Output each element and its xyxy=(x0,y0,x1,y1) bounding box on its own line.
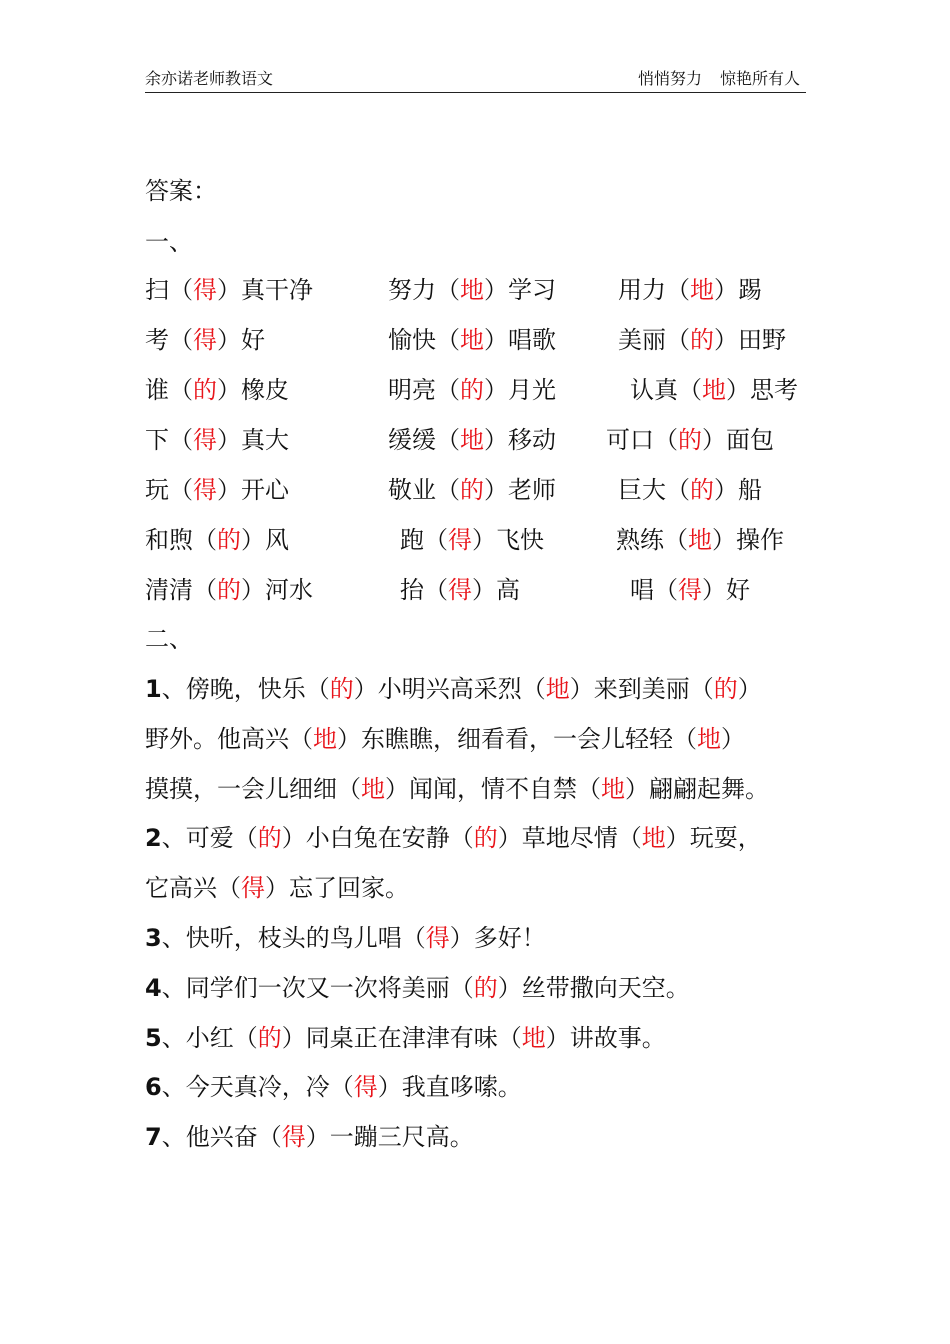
section-two-heading: 二、 xyxy=(145,625,193,653)
phrase: 谁（的）橡皮 xyxy=(145,376,289,404)
section-one-heading: 一、 xyxy=(145,228,193,256)
phrase: 跑（得）飞快 xyxy=(400,526,544,554)
phrase: 下（得）真大 xyxy=(145,426,289,454)
phrase: 努力（地）学习 xyxy=(388,276,556,304)
phrase: 熟练（地）操作 xyxy=(616,526,784,554)
phrase: 敬业（的）老师 xyxy=(388,476,556,504)
header-left-text: 余亦诺老师教语文 xyxy=(145,69,274,88)
phrase: 可口（的）面包 xyxy=(606,426,774,454)
phrase: 认真（地）思考 xyxy=(630,376,798,404)
phrase: 考（得）好 xyxy=(145,326,265,354)
phrase: 巨大（的）船 xyxy=(618,476,762,504)
phrase: 美丽（的）田野 xyxy=(618,326,786,354)
phrase: 愉快（地）唱歌 xyxy=(388,326,556,354)
phrase: 唱（得）好 xyxy=(630,576,750,604)
sentence-4: 4、同学们一次又一次将美丽（的）丝带撒向天空。 xyxy=(145,974,690,1002)
phrase: 抬（得）高 xyxy=(400,576,520,604)
page-header xyxy=(145,66,806,93)
phrase: 和煦（的）风 xyxy=(145,526,289,554)
sentence-7: 7、他兴奋（得）一蹦三尺高。 xyxy=(145,1123,474,1151)
sentence-1-line-2: 野外。他高兴（地）东瞧瞧，细看看，一会儿轻轻（地） xyxy=(145,725,745,753)
sentence-6: 6、今天真冷，冷（得）我直哆嗦。 xyxy=(145,1073,522,1101)
phrase: 缓缓（地）移动 xyxy=(388,426,556,454)
phrase: 用力（地）踢 xyxy=(618,276,762,304)
sentence-3: 3、快听，枝头的鸟儿唱（得）多好！ xyxy=(145,924,546,952)
answer-title: 答案： xyxy=(145,177,217,205)
sentence-1-line-3: 摸摸，一会儿细细（地）闻闻，情不自禁（地）翩翩起舞。 xyxy=(145,775,769,803)
sentence-2-line-1: 2、可爱（的）小白兔在安静（的）草地尽情（地）玩耍， xyxy=(145,824,762,852)
phrase: 玩（得）开心 xyxy=(145,476,289,504)
phrase: 清清（的）河水 xyxy=(145,576,313,604)
sentence-2-line-2: 它高兴（得）忘了回家。 xyxy=(145,874,409,902)
header-right-text: 悄悄努力 惊艳所有人 xyxy=(637,69,800,88)
phrase: 明亮（的）月光 xyxy=(388,376,556,404)
sentence-5: 5、小红（的）同桌正在津津有味（地）讲故事。 xyxy=(145,1024,666,1052)
phrase: 扫（得）真干净 xyxy=(145,276,313,304)
sentence-1-line-1: 1、傍晚，快乐（的）小明兴高采烈（地）来到美丽（的） xyxy=(145,675,762,703)
